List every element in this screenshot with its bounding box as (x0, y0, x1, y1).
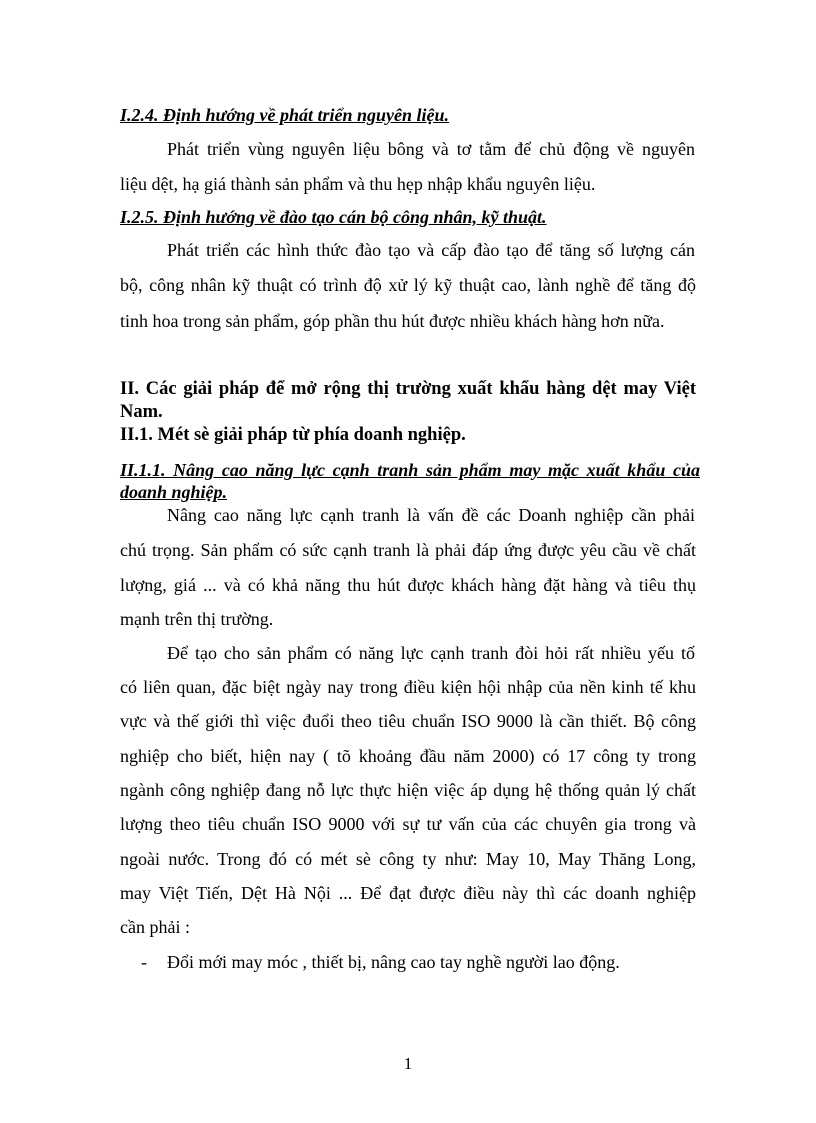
page-number: 1 (403, 1054, 413, 1073)
body-line: chú trọng. Sản phẩm có sức cạnh tranh là phải đáp ứng được yêu cầu về chất (120, 540, 696, 560)
body-line: ngoài nước. Trong đó có mét sè công ty như: May 10, May Thăng Long, (120, 849, 696, 869)
body-line: lượng theo tiêu chuẩn ISO 9000 với sự tư vấn của các chuyên gia trong và (120, 814, 696, 834)
bullet-item: Đổi mới may móc , thiết bị, nâng cao tay nghề người lao động. (167, 952, 620, 972)
heading-2-1: II.1. Mét sè giải pháp từ phía doanh nghiệp. (120, 425, 466, 445)
body-line: lượng, giá ... và có khả năng thu hút được khách hàng đặt hàng và tiêu thụ (120, 575, 696, 595)
body-line: mạnh trên thị trường. (120, 609, 274, 629)
heading-1-2-5: I.2.5. Định hướng về đào tạo cán bộ công nhân, kỹ thuật. (120, 207, 547, 227)
body-line: vực và thế giới thì việc đuổi theo tiêu chuẩn ISO 9000 là cần thiết. Bộ công (120, 711, 696, 731)
body-line: Phát triển các hình thức đào tạo và cấp đào tạo để tăng số lượng cán (167, 240, 695, 260)
heading-2-cont: Nam. (120, 402, 163, 422)
body-line: có liên quan, đặc biệt ngày nay trong điều kiện hội nhập của nền kinh tế khu (120, 677, 696, 697)
heading-2-1-1: II.1.1. Nâng cao năng lực cạnh tranh sản phẩm may mặc xuất khẩu của (120, 460, 700, 480)
body-line: bộ, công nhân kỹ thuật có trình độ xử lý kỹ thuật cao, lành nghề để tăng độ (120, 275, 696, 295)
body-line: liệu dệt, hạ giá thành sản phẩm và thu hẹp nhập khẩu nguyên liệu. (120, 174, 596, 194)
body-line: cần phải : (120, 917, 190, 937)
heading-1-2-4: I.2.4. Định hướng về phát triển nguyên liệu. (120, 105, 450, 125)
body-line: tinh hoa trong sản phẩm, góp phần thu hút được nhiều khách hàng hơn nữa. (120, 311, 665, 331)
body-line: Phát triển vùng nguyên liệu bông và tơ tằm để chủ động về nguyên (167, 139, 695, 159)
heading-2: II. Các giải pháp để mở rộng thị trường xuất khẩu hàng dệt may Việt (120, 379, 696, 399)
heading-2-1-1-cont: doanh nghiệp. (120, 482, 228, 502)
body-line: nghiệp cho biết, hiện nay ( tõ khoảng đầu năm 2000) có 17 công ty trong (120, 746, 696, 766)
bullet-marker: - (141, 952, 147, 972)
body-line: ngành công nghiệp đang nỗ lực thực hiện việc áp dụng hệ thống quản lý chất (120, 780, 696, 800)
body-line: Nâng cao năng lực cạnh tranh là vấn đề các Doanh nghiệp cần phải (167, 505, 695, 525)
body-line: may Việt Tiến, Dệt Hà Nội ... Để đạt được điều này thì các doanh nghiệp (120, 883, 696, 903)
body-line: Để tạo cho sản phẩm có năng lực cạnh tranh đòi hỏi rất nhiều yếu tố (167, 643, 695, 663)
